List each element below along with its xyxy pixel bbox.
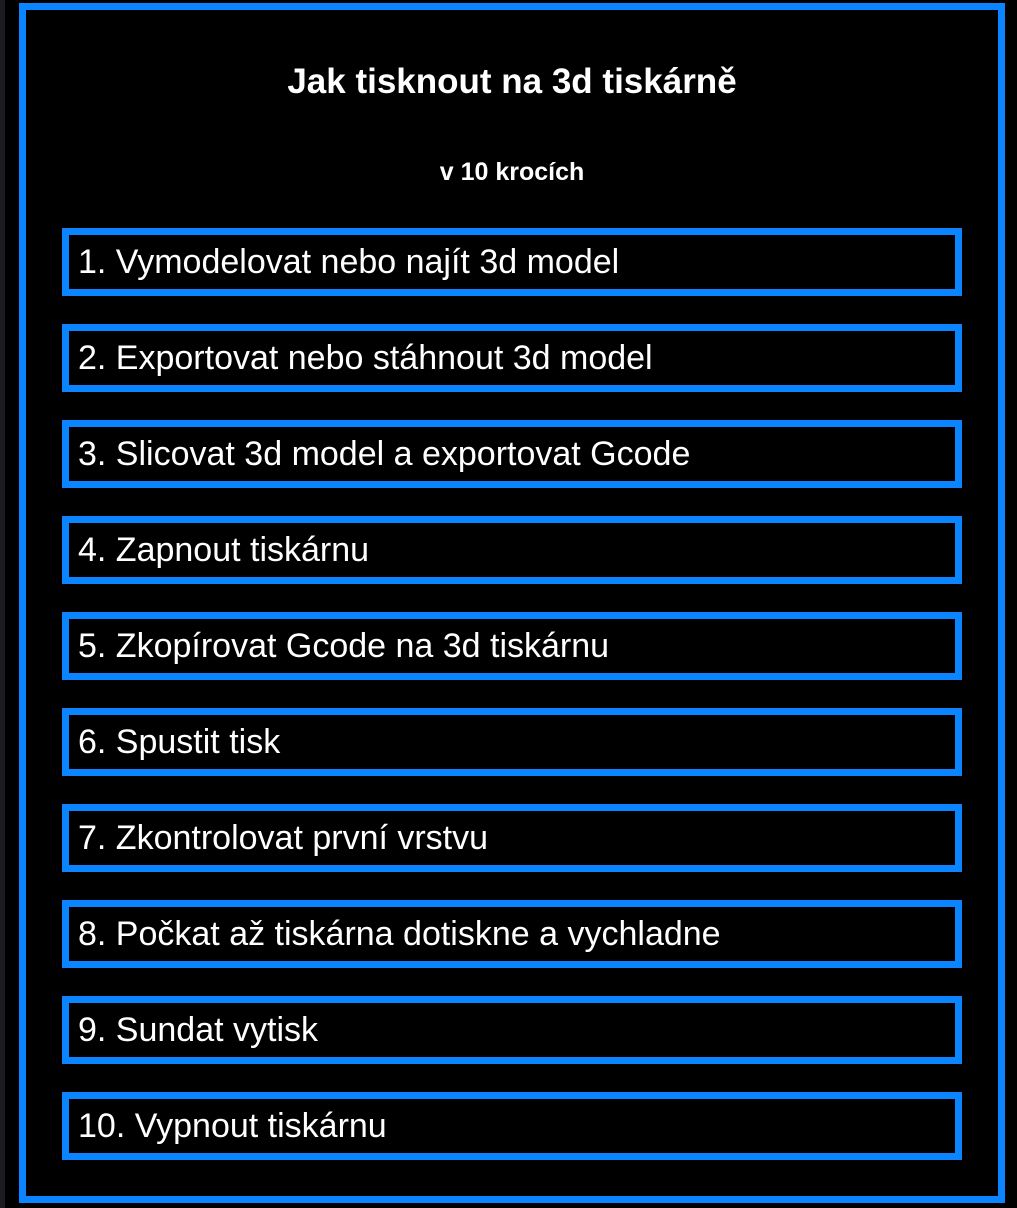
step-label: 6. Spustit tisk [78,722,281,761]
step-label: 3. Slicovat 3d model a exportovat Gcode [78,434,691,473]
step-box [62,708,962,776]
steps-list [62,228,962,1160]
step-label: 2. Exportovat nebo stáhnout 3d model [78,338,653,377]
step-label: 9. Sundat vytisk [78,1010,319,1049]
step-box [62,420,962,488]
step-label: 8. Počkat až tiskárna dotiskne a vychladne [78,914,721,953]
page-title: Jak tisknout na 3d tiskárně [287,62,737,101]
step-label: 4. Zapnout tiskárnu [78,530,370,569]
step-box [62,324,962,392]
step-box [62,516,962,584]
step-box [62,900,962,968]
step-label: 7. Zkontrolovat první vrstvu [78,818,489,857]
step-box [62,228,962,296]
step-box [62,996,962,1064]
step-label: 1. Vymodelovat nebo najít 3d model [78,242,620,281]
screen-edge-strip [0,0,5,1208]
step-box [62,804,962,872]
step-box [62,1092,962,1160]
step-label: 5. Zkopírovat Gcode na 3d tiskárnu [78,626,610,665]
page-subtitle: v 10 krocích [439,158,585,187]
slide-frame [19,3,1005,1203]
step-label: 10. Vypnout tiskárnu [78,1106,387,1145]
step-box [62,612,962,680]
